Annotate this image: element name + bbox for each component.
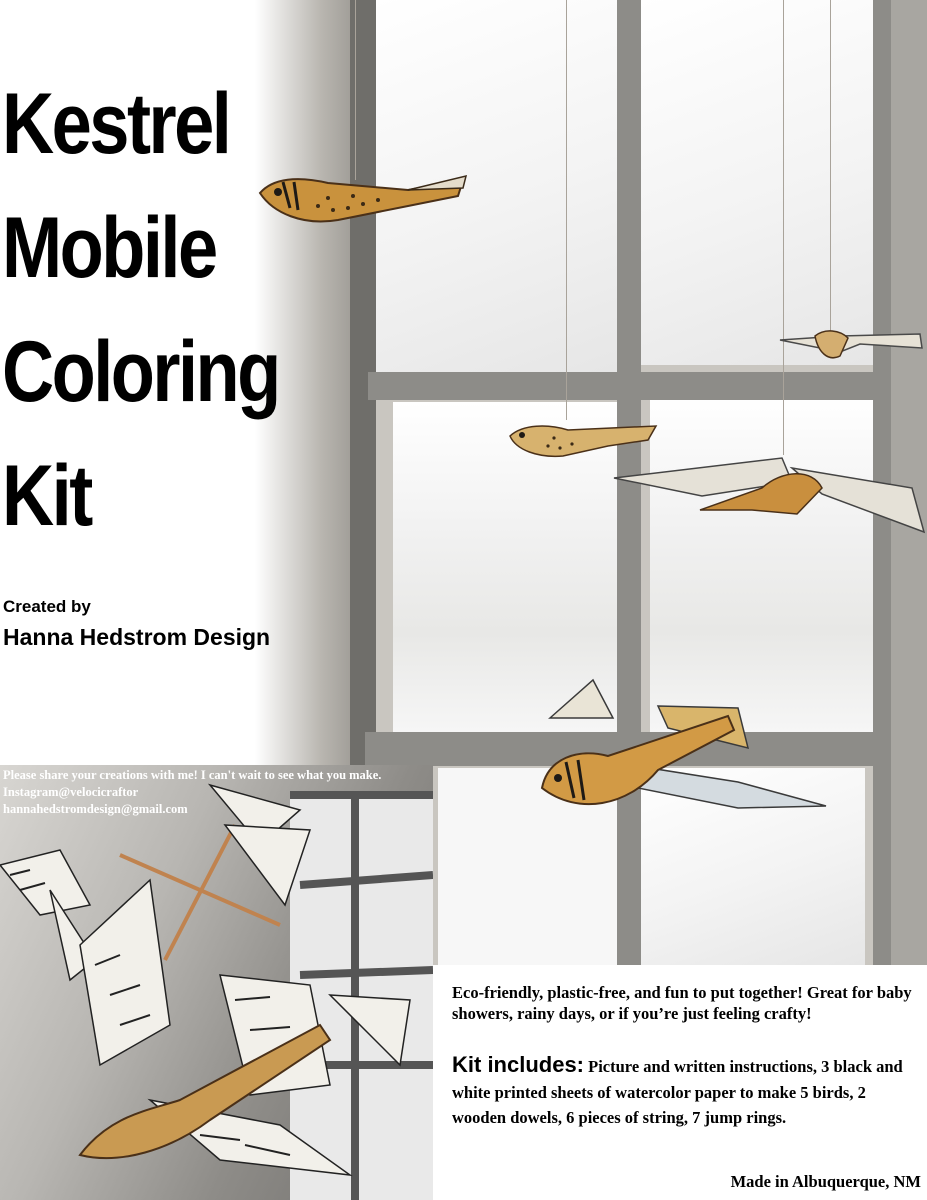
product-description: Eco-friendly, plastic-free, and fun to put together! Great for baby showers, rainy days, or if you’re just feeling crafty! — [452, 983, 912, 1023]
kit-contents — [452, 1052, 924, 1131]
kestrel-bird — [612, 448, 927, 538]
page-title — [2, 62, 279, 558]
hanging-string — [566, 0, 567, 420]
window-pane — [638, 0, 873, 365]
hanging-string — [830, 0, 831, 335]
mobile-illustration — [0, 765, 433, 1200]
kit-heading: Kit includes: — [452, 1052, 585, 1077]
kestrel-bird — [538, 678, 828, 818]
designer-name: Hanna Hedstrom Design — [3, 624, 271, 650]
paper-mobile-photo — [0, 765, 433, 1200]
title-line: Kit — [2, 448, 91, 544]
title-line: Mobile — [2, 200, 216, 296]
instagram-handle: Instagram@velocicraftor — [3, 785, 139, 799]
share-message — [3, 767, 381, 818]
contact-email: hannahedstromdesign@gmail.com — [3, 802, 188, 816]
kestrel-bird — [258, 168, 468, 228]
hanging-string — [783, 0, 784, 455]
hanging-string — [355, 0, 356, 180]
kit-contents-text: Picture and written instructions, 3 black and white printed sheets of watercolor paper to make 5 birds, 2 wooden dowels, 6 pieces of string, 7 jump rings. — [452, 1057, 903, 1127]
origin-label: Made in Albuquerque, NM — [730, 1172, 921, 1191]
title-line: Coloring — [2, 324, 279, 420]
created-by-label: Created by — [3, 597, 91, 616]
title-line: Kestrel — [2, 76, 230, 172]
kestrel-bird — [780, 322, 925, 367]
share-line: Please share your creations with me! I can't wait to see what you make. — [3, 768, 382, 782]
